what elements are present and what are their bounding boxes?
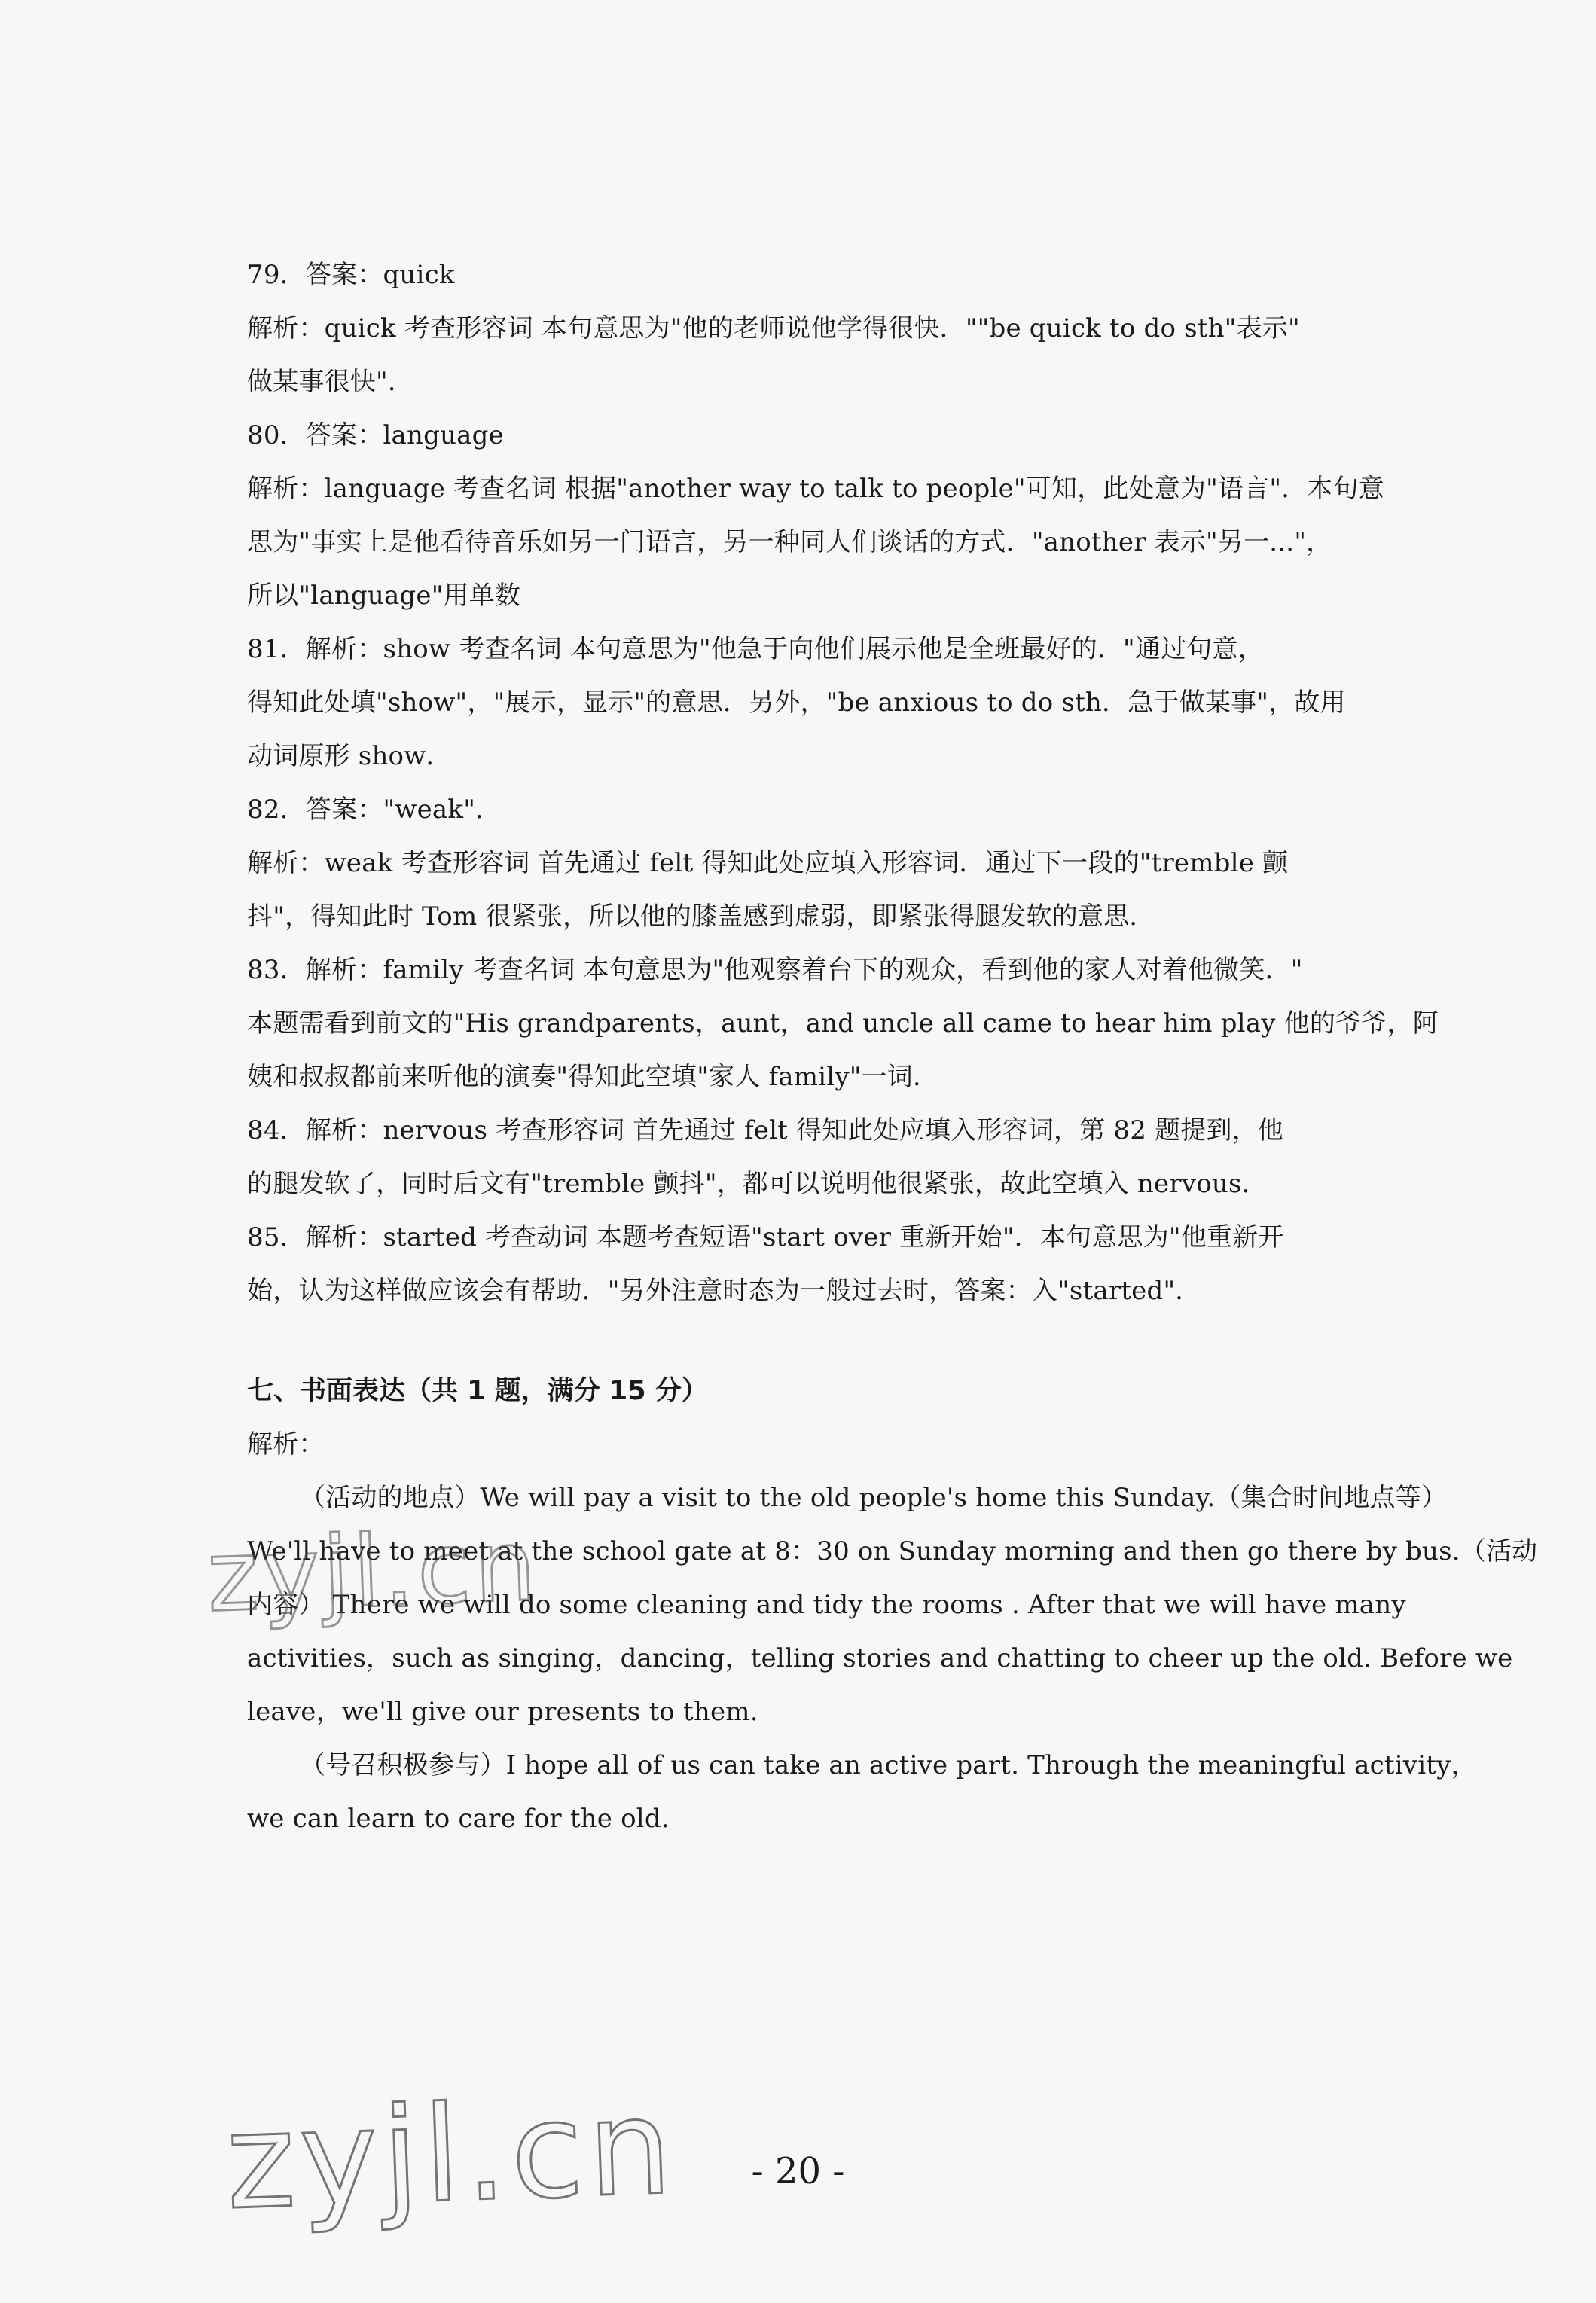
watermark-overlay: zyjl.cn <box>205 1508 542 1634</box>
text-line: 抖"，得知此时 Tom 很紧张，所以他的膝盖感到虚弱，即紧张得腿发软的意思． <box>247 901 1155 932</box>
answer-block <box>247 249 1439 1318</box>
watermark-logo: zyjl.cn <box>223 2070 679 2240</box>
text-line: 的腿发软了，同时后文有"tremble 颤抖"，都可以说明他很紧张，故此空填入 nervous． <box>247 1169 1268 1199</box>
section-heading: 七、书面表达（共 1 题，满分 15 分） <box>247 1376 708 1406</box>
text-line: （活动的地点）We will pay a visit to the old people's home this Sunday.（集合时间地点等） <box>300 1483 1448 1513</box>
text-line: （号召积极参与）I hope all of us can take an active part. Through the meaningful activity， <box>300 1750 1477 1780</box>
text-line: 85．解析：started 考查动词 本题考查短语"start over 重新开始"．本句意思为"他重新开 <box>247 1222 1284 1252</box>
text-line: leave，we'll give our presents to them. <box>247 1697 758 1727</box>
text-line: 得知此处填"show"，"展示，显示"的意思．另外，"be anxious to do sth．急于做某事"，故用 <box>247 688 1346 718</box>
page-number: - 20 - <box>751 2150 845 2192</box>
text-line: 做某事很快"． <box>247 367 414 397</box>
text-line: 解析：quick 考查形容词 本句意思为"他的老师说他学得很快．""be quick to do sth"表示" <box>247 313 1300 343</box>
text-line: 本题需看到前文的"His grandparents，aunt，and uncle all came to hear him play 他的爷爷，阿 <box>247 1008 1439 1039</box>
text-line: activities，such as singing，dancing，telling stories and chatting to cheer up the old. Before we <box>247 1643 1513 1673</box>
text-line: 81．解析：show 考查名词 本句意思为"他急于向他们展示他是全班最好的．"通过句意， <box>247 634 1264 664</box>
text-line: We'll have to meet at the school gate at 8：30 on Sunday morning and then go there by bus.（活动 <box>247 1536 1538 1566</box>
closing-paragraph <box>247 1739 1477 1846</box>
text-line: 姨和叔叔都前来听他的演奏"得知此空填"家人 family"一词． <box>247 1062 939 1092</box>
text-line: 83．解析：family 考查名词 本句意思为"他观察着台下的观众，看到他的家人对着他微笑．" <box>247 955 1303 985</box>
text-line: 84．解析：nervous 考查形容词 首先通过 felt 得知此处应填入形容词，第 82 题提到，他 <box>247 1115 1284 1145</box>
text-line: 动词原形 show． <box>247 741 452 771</box>
analysis-label: 解析： <box>247 1429 325 1460</box>
text-line: 解析：weak 考查形容词 首先通过 felt 得知此处应填入形容词．通过下一段的"tremble 颤 <box>247 848 1289 878</box>
text-line: 始，认为这样做应该会有帮助．"另外注意时态为一般过去时，答案：入"started"． <box>247 1276 1201 1306</box>
text-line: 思为"事实上是他看待音乐如另一门语言，另一种同人们谈话的方式．"another 表示"另一..."， <box>247 527 1332 557</box>
text-line: 82．答案："weak"． <box>247 795 502 825</box>
text-line: we can learn to care for the old. <box>247 1804 670 1834</box>
text-line: 所以"language"用单数 <box>247 581 521 611</box>
text-line: 79．答案：quick <box>247 260 455 290</box>
text-line: 解析：language 考查名词 根据"another way to talk to people"可知，此处意为"语言"．本句意 <box>247 474 1385 504</box>
text-line: 80．答案：language <box>247 420 504 450</box>
text-line: 内容） There we will do some cleaning and tidy the rooms . After that we will have many <box>247 1590 1406 1620</box>
